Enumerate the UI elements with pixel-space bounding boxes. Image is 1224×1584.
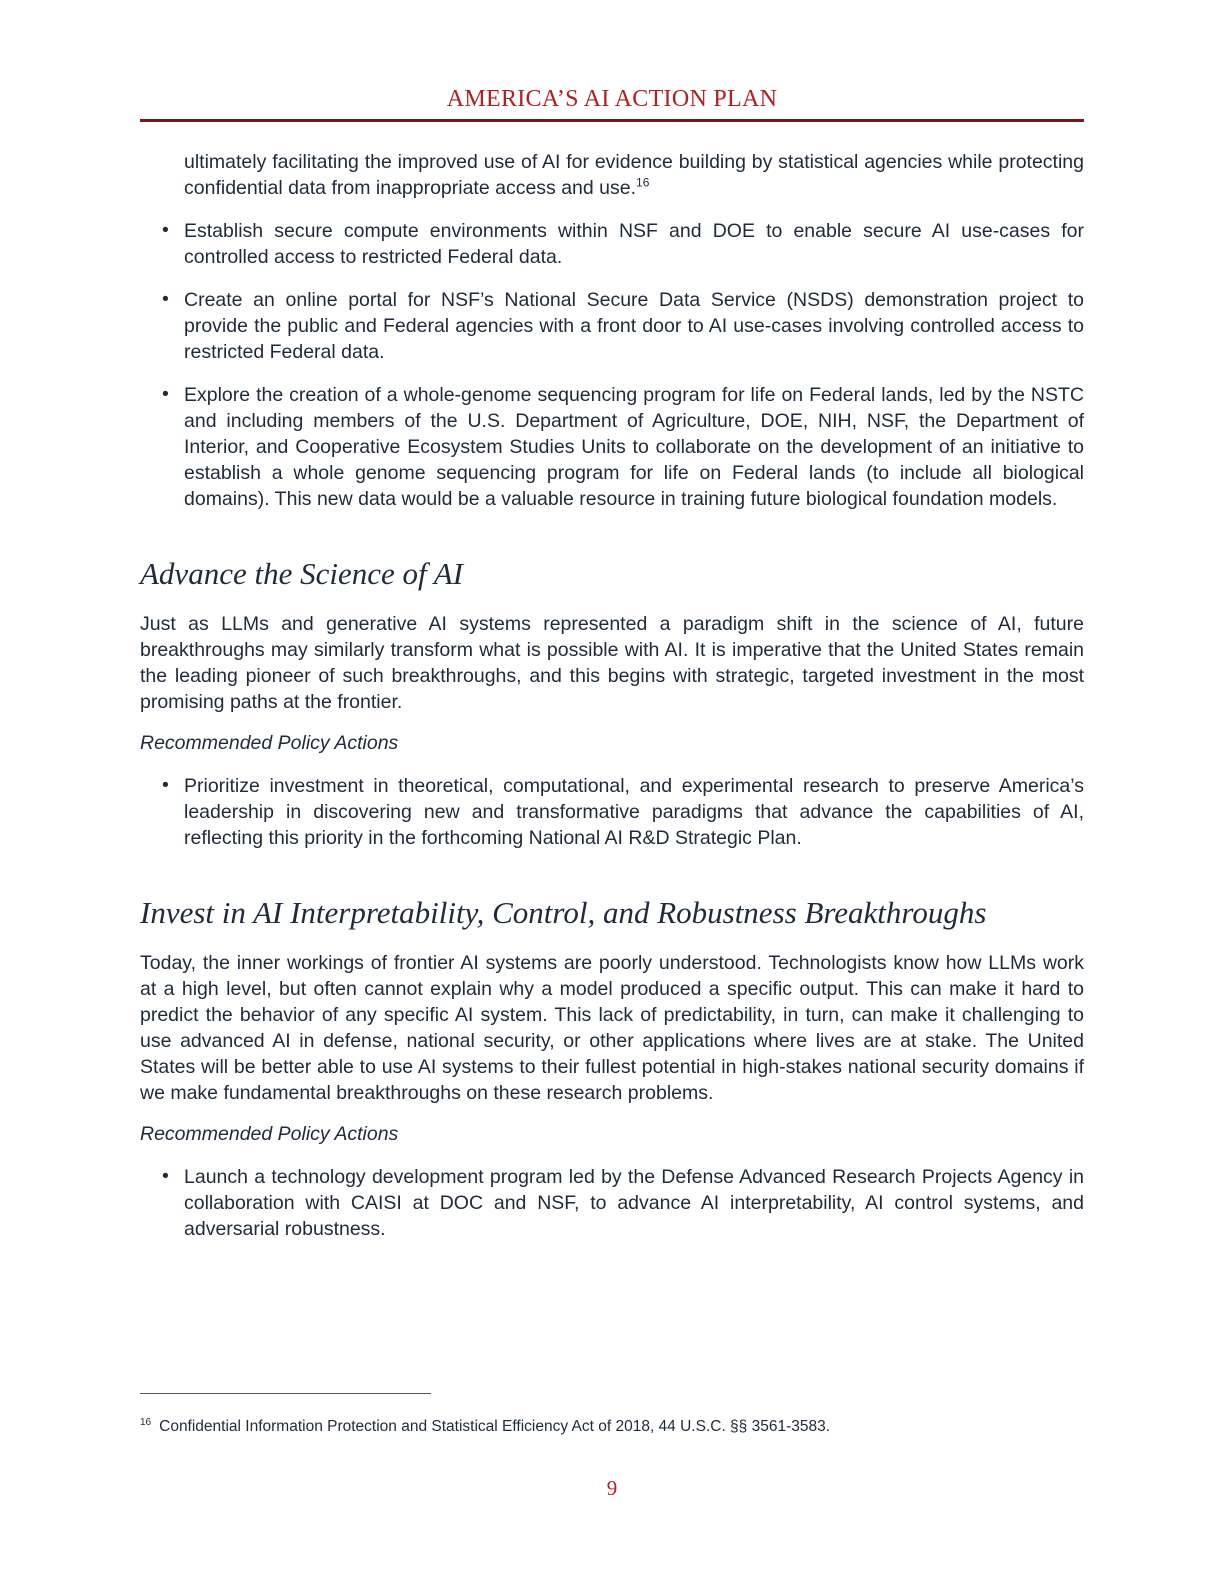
page-header	[140, 86, 1084, 122]
section-heading-advance-science: Advance the Science of AI	[140, 556, 464, 592]
section-heading-invest-interpretability: Invest in AI Interpretability, Control, and Robustness Breakthroughs	[140, 895, 987, 931]
recommended-policy-actions-subheading: Recommended Policy Actions	[140, 1122, 399, 1145]
bullet-item-genome-sequencing	[140, 382, 1084, 512]
bullet-text: Establish secure compute environments within NSF and DOE to enable secure AI use-cases for controlled access to restricted Federal data.	[184, 220, 1084, 269]
page-body	[140, 149, 1084, 1241]
bullet-item-darpa-program	[140, 1164, 1084, 1242]
section-advance-science-of-ai	[140, 556, 1084, 851]
section-paragraph: Today, the inner workings of frontier AI systems are poorly understood. Technologists know how LLMs work at a high level, but often cannot explain why a model produced a specific output. This can make it hard to predict the behavior of any specific AI system. This lack of predictability, in turn, can make it challenging to use advanced AI in defense, national security, or other applications where lives are at stake. The United States will be better able to use AI systems to their fullest potential in high-stakes national security domains if we make fundamental breakthroughs on these research problems.	[140, 951, 1084, 1104]
bullet-item-secure-compute	[140, 218, 1084, 270]
recommended-policy-actions-subheading: Recommended Policy Actions	[140, 732, 399, 755]
bullet-text: Explore the creation of a whole-genome sequencing program for life on Federal lands, led by the NSTC and including members of the U.S. Department of Agriculture, DOE, NIH, NSF, the Department of Interior, and Cooperative Ecosystem Studies Units to collaborate on the development of an initiative to establish a whole genome sequencing program for life on Federal lands (to include all biological domains). This new data would be a valuable resource in training future biological foundation models.	[184, 384, 1084, 511]
bullet-text: Create an online portal for NSF’s National Secure Data Service (NSDS) demonstration project to provide the public and Federal agencies with a front door to AI use-cases involving controlled access to restricted Federal data.	[184, 289, 1084, 364]
footnote-16	[140, 1416, 1084, 1437]
continuation-paragraph	[140, 149, 1084, 201]
footnote-marker: 16	[140, 1416, 152, 1428]
footnote-block	[140, 1393, 1084, 1437]
footnote-text: Confidential Information Protection and Statistical Efficiency Act of 2018, 44 U.S.C. §§ 3561-3583.	[159, 1418, 831, 1435]
continuation-text: ultimately facilitating the improved use of AI for evidence building by statistical agencies while protecting confidential data from inappropriate access and use.	[184, 151, 1084, 200]
bullet-text: Prioritize investment in theoretical, computational, and experimental research to preserve America’s leadership in discovering new and transformative paradigms that advance the capabilities of AI, reflecting this priority in the forthcoming National AI R&D Strategic Plan.	[184, 775, 1084, 850]
page-number: 9	[606, 1476, 618, 1500]
bullet-item-nsds-portal	[140, 287, 1084, 365]
page-header-title: AMERICA’S AI ACTION PLAN	[446, 86, 778, 112]
footnote-reference-16: 16	[636, 175, 650, 190]
footnote-separator-rule	[140, 1393, 431, 1394]
section-invest-interpretability	[140, 895, 1084, 1242]
section-paragraph: Just as LLMs and generative AI systems represented a paradigm shift in the science of AI, future breakthroughs may similarly transform what is possible with AI. It is imperative that the United States remain the leading pioneer of such breakthroughs, and this begins with strategic, targeted investment in the most promising paths at the frontier.	[140, 613, 1084, 714]
bullet-text: Launch a technology development program led by the Defense Advanced Research Projects Agency in collaboration with CAISI at DOC and NSF, to advance AI interpretability, AI control systems, and adversarial robustness.	[184, 1165, 1084, 1240]
bullet-item-prioritize-investment	[140, 773, 1084, 851]
header-rule	[140, 119, 1084, 122]
